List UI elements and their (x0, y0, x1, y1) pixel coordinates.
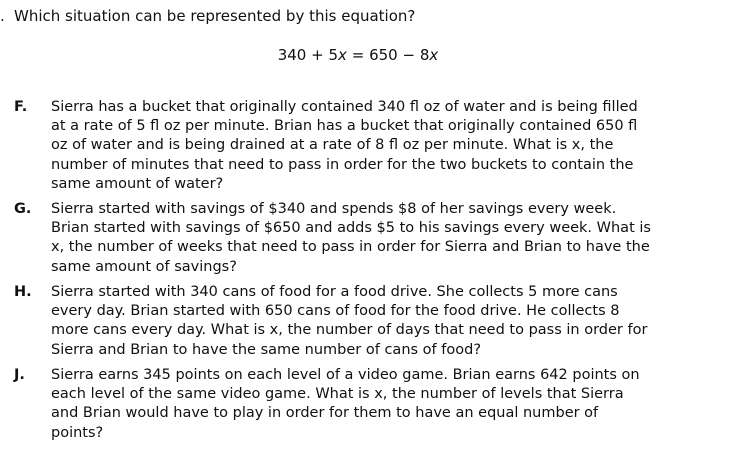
choice-text (51, 366, 640, 443)
choice-line: Brian started with savings of $650 and adds $5 to his savings every week. What is (51, 220, 651, 237)
choice-line: Sierra started with 340 cans of food for a food drive. She collects 5 more cans (51, 284, 618, 300)
equation-left-coefficient: 5 (328, 46, 339, 64)
choice-text (51, 200, 651, 277)
choice-text (51, 283, 647, 360)
choice-letter: H. (14, 284, 32, 300)
equation-right-term (420, 46, 438, 64)
choice-line: number of minutes that need to pass in order for the two buckets to contain the (51, 156, 634, 173)
equation-left-term (328, 46, 346, 64)
choice-line: every day. Brian started with 650 cans of food for the food drive. He collects 8 (51, 303, 620, 320)
question-number-mark: . (0, 7, 5, 25)
choice-line: Sierra earns 345 points on each level of a video game. Brian earns 642 points on (51, 367, 640, 383)
choice-line: Sierra and Brian to have the same number of cans of food? (51, 341, 482, 358)
choice-text (51, 98, 638, 194)
equation-left-constant: 340 (277, 46, 307, 64)
choice-line: x, the number of weeks that need to pass in order for Sierra and Brian to have the (51, 239, 650, 256)
equation-left-variable: x (338, 46, 347, 64)
choice-letter: F. (14, 99, 28, 115)
equation-minus: − (402, 46, 416, 64)
choice-line: at a rate of 5 fl oz per minute. Brian has a bucket that originally contained 650 fl (51, 118, 638, 135)
equation-right-variable: x (429, 46, 439, 64)
choice-line: each level of the same video game. What is x, the number of levels that Sierra (51, 386, 624, 403)
equation-right-constant: 650 (369, 46, 398, 64)
choice-line: and Brian would have to play in order for them to have an equal number of (51, 405, 599, 422)
equation-plus: + (311, 46, 324, 64)
choice-line: Sierra started with savings of $340 and spends $8 of her savings every week. (51, 201, 617, 217)
choice-line: points? (51, 424, 104, 441)
choice-line: same amount of savings? (51, 258, 237, 275)
choice-line: Sierra has a bucket that originally contained 340 fl oz of water and is being filled (51, 99, 638, 115)
equation-right-coefficient: 8 (419, 46, 430, 64)
choice-letter: J. (14, 367, 25, 383)
choice-line: same amount of water? (51, 175, 224, 192)
choice-line: oz of water and is being drained at a rate of 8 fl oz per minute. What is x, the (51, 137, 614, 154)
choice-line: more cans every day. What is x, the number of days that need to pass in order for (51, 322, 648, 339)
equation (0, 45, 716, 65)
equation-equals: = (351, 46, 365, 64)
choice-letter: G. (14, 201, 32, 217)
question-prompt: Which situation can be represented by this equation? (14, 7, 416, 25)
